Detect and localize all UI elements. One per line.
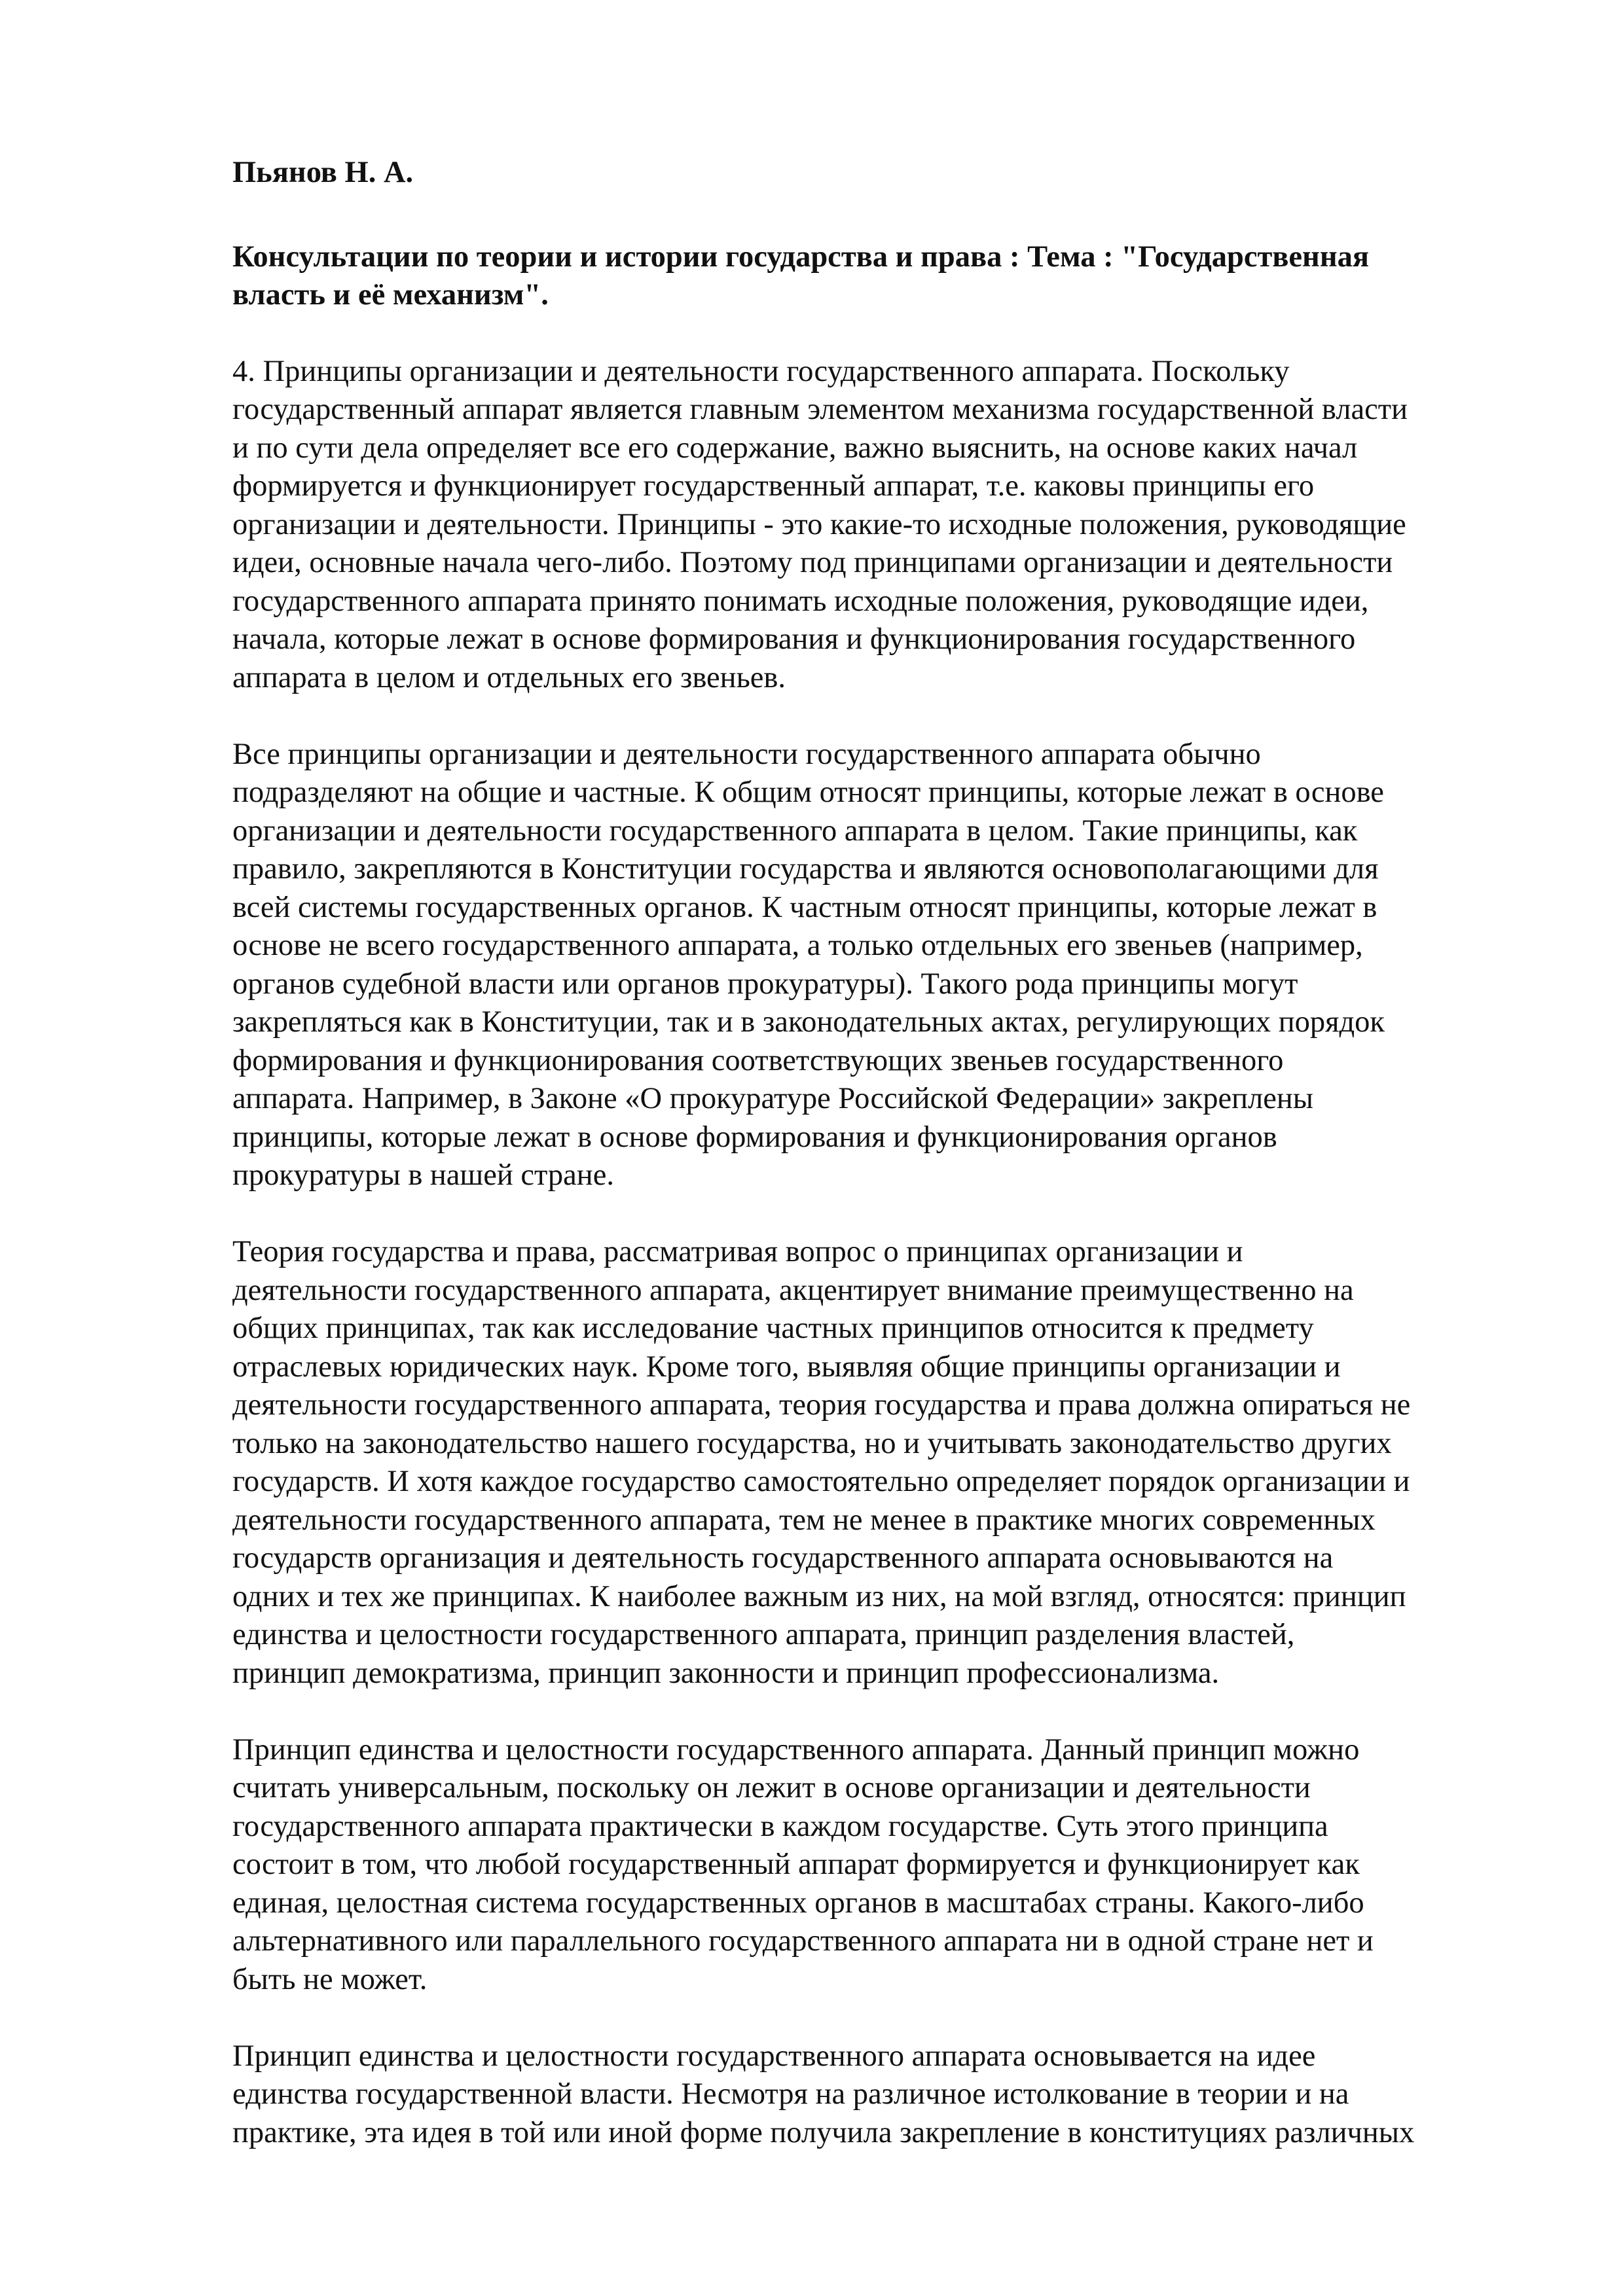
text-line: государств организация и деятельность государственного аппарата основываются на bbox=[232, 1541, 1334, 1575]
text-line: деятельности государственного аппарата, теория государства и права должна опираться не bbox=[232, 1388, 1411, 1422]
text-line: Все принципы организации и деятельности государственного аппарата обычно bbox=[232, 737, 1261, 771]
text-line: государственного аппарата практически в каждом государстве. Суть этого принципа bbox=[232, 1809, 1328, 1843]
text-line: всей системы государственных органов. К частным относят принципы, которые лежат в bbox=[232, 890, 1377, 924]
text-line: основе не всего государственного аппарата, а только отдельных его звеньев (например, bbox=[232, 929, 1363, 962]
text-line: общих принципах, так как исследование частных принципов относится к предмету bbox=[232, 1312, 1314, 1345]
text-line: считать универсальным, поскольку он лежит в основе организации и деятельности bbox=[232, 1771, 1311, 1804]
text-line: единства государственной власти. Несмотря на различное истолкование в теории и на bbox=[232, 2077, 1349, 2111]
text-line: органов судебной власти или органов прокуратуры). Такого рода принципы могут bbox=[232, 967, 1298, 1001]
paragraph-4 bbox=[232, 1731, 1499, 2000]
paragraph-1 bbox=[232, 353, 1499, 698]
text-line: принцип демократизма, принцип законности и принцип профессионализма. bbox=[232, 1656, 1220, 1690]
text-line: организации и деятельности государственного аппарата в целом. Такие принципы, как bbox=[232, 814, 1358, 848]
paragraph-3 bbox=[232, 1233, 1499, 1693]
text-line: государственного аппарата принято понимать исходные положения, руководящие идеи, bbox=[232, 584, 1369, 618]
document-page bbox=[232, 154, 1499, 2191]
text-line: единства и целостности государственного аппарата, принцип разделения властей, bbox=[232, 1618, 1295, 1651]
text-line: аппарата. Например, в Законе «О прокуратуре Российской Федерации» закреплены bbox=[232, 1082, 1314, 1115]
text-line: деятельности государственного аппарата, акцентирует внимание преимущественно на bbox=[232, 1273, 1354, 1307]
text-line: начала, которые лежат в основе формирования и функционирования государственного bbox=[232, 622, 1356, 656]
text-line: закрепляться как в Конституции, так и в законодательных актах, регулирующих порядок bbox=[232, 1005, 1385, 1039]
paragraph-2 bbox=[232, 736, 1499, 1195]
text-line: быть не может. bbox=[232, 1962, 428, 1996]
text-line: правило, закрепляются в Конституции государства и являются основополагающими для bbox=[232, 852, 1379, 886]
text-line: 4. Принципы организации и деятельности государственного аппарата. Поскольку bbox=[232, 354, 1290, 388]
text-line: отраслевых юридических наук. Кроме того, выявляя общие принципы организации и bbox=[232, 1350, 1341, 1384]
text-line: подразделяют на общие и частные. К общим относят принципы, которые лежат в основе bbox=[232, 776, 1384, 809]
text-line: государственный аппарат является главным элементом механизма государственной власти bbox=[232, 393, 1408, 426]
text-line: альтернативного или параллельного государственного аппарата ни в одной стране нет и bbox=[232, 1924, 1374, 1958]
text-line: Теория государства и права, рассматривая вопрос о принципах организации и bbox=[232, 1235, 1243, 1268]
text-line: состоит в том, что любой государственный аппарат формируется и функционирует как bbox=[232, 1848, 1360, 1881]
document-title bbox=[232, 238, 1499, 315]
text-line: единая, целостная система государственных органов в масштабах страны. Какого-либо bbox=[232, 1886, 1364, 1920]
author-name: Пьянов Н. А. bbox=[232, 156, 414, 189]
text-line: деятельности государственного аппарата, тем не менее в практике многих современных bbox=[232, 1503, 1376, 1537]
text-line: формирования и функционирования соответствующих звеньев государственного bbox=[232, 1043, 1284, 1077]
text-line: аппарата в целом и отдельных его звеньев. bbox=[232, 660, 786, 694]
text-line: практике, эта идея в той или иной форме получила закрепление в конституциях различных bbox=[232, 2115, 1415, 2149]
text-line: принципы, которые лежат в основе формирования и функционирования органов bbox=[232, 1120, 1277, 1154]
text-line: и по сути дела определяет все его содержание, важно выяснить, на основе каких начал bbox=[232, 431, 1358, 465]
text-line: организации и деятельности. Принципы - это какие-то исходные положения, руководящие bbox=[232, 507, 1406, 541]
text-line: только на законодательство нашего государства, но и учитывать законодательство других bbox=[232, 1426, 1392, 1460]
text-line: Принцип единства и целостности государственного аппарата. Данный принцип можно bbox=[232, 1732, 1360, 1767]
text-line: одних и тех же принципах. К наиболее важным из них, на мой взгляд, относятся: принцип bbox=[232, 1579, 1406, 1613]
text-line: формируется и функционирует государственный аппарат, т.е. каковы принципы его bbox=[232, 469, 1315, 503]
title-line: Консультации по теории и истории государства и права : Тема : "Государственная bbox=[232, 240, 1370, 274]
paragraph-5 bbox=[232, 2037, 1499, 2153]
text-line: Принцип единства и целостности государственного аппарата основывается на идее bbox=[232, 2039, 1316, 2073]
text-line: государств. И хотя каждое государство самостоятельно определяет порядок организации и bbox=[232, 1465, 1410, 1498]
title-line: власть и её механизм". bbox=[232, 278, 549, 312]
text-line: прокуратуры в нашей стране. bbox=[232, 1158, 614, 1192]
text-line: идеи, основные начала чего-либо. Поэтому под принципами организации и деятельности bbox=[232, 546, 1393, 579]
